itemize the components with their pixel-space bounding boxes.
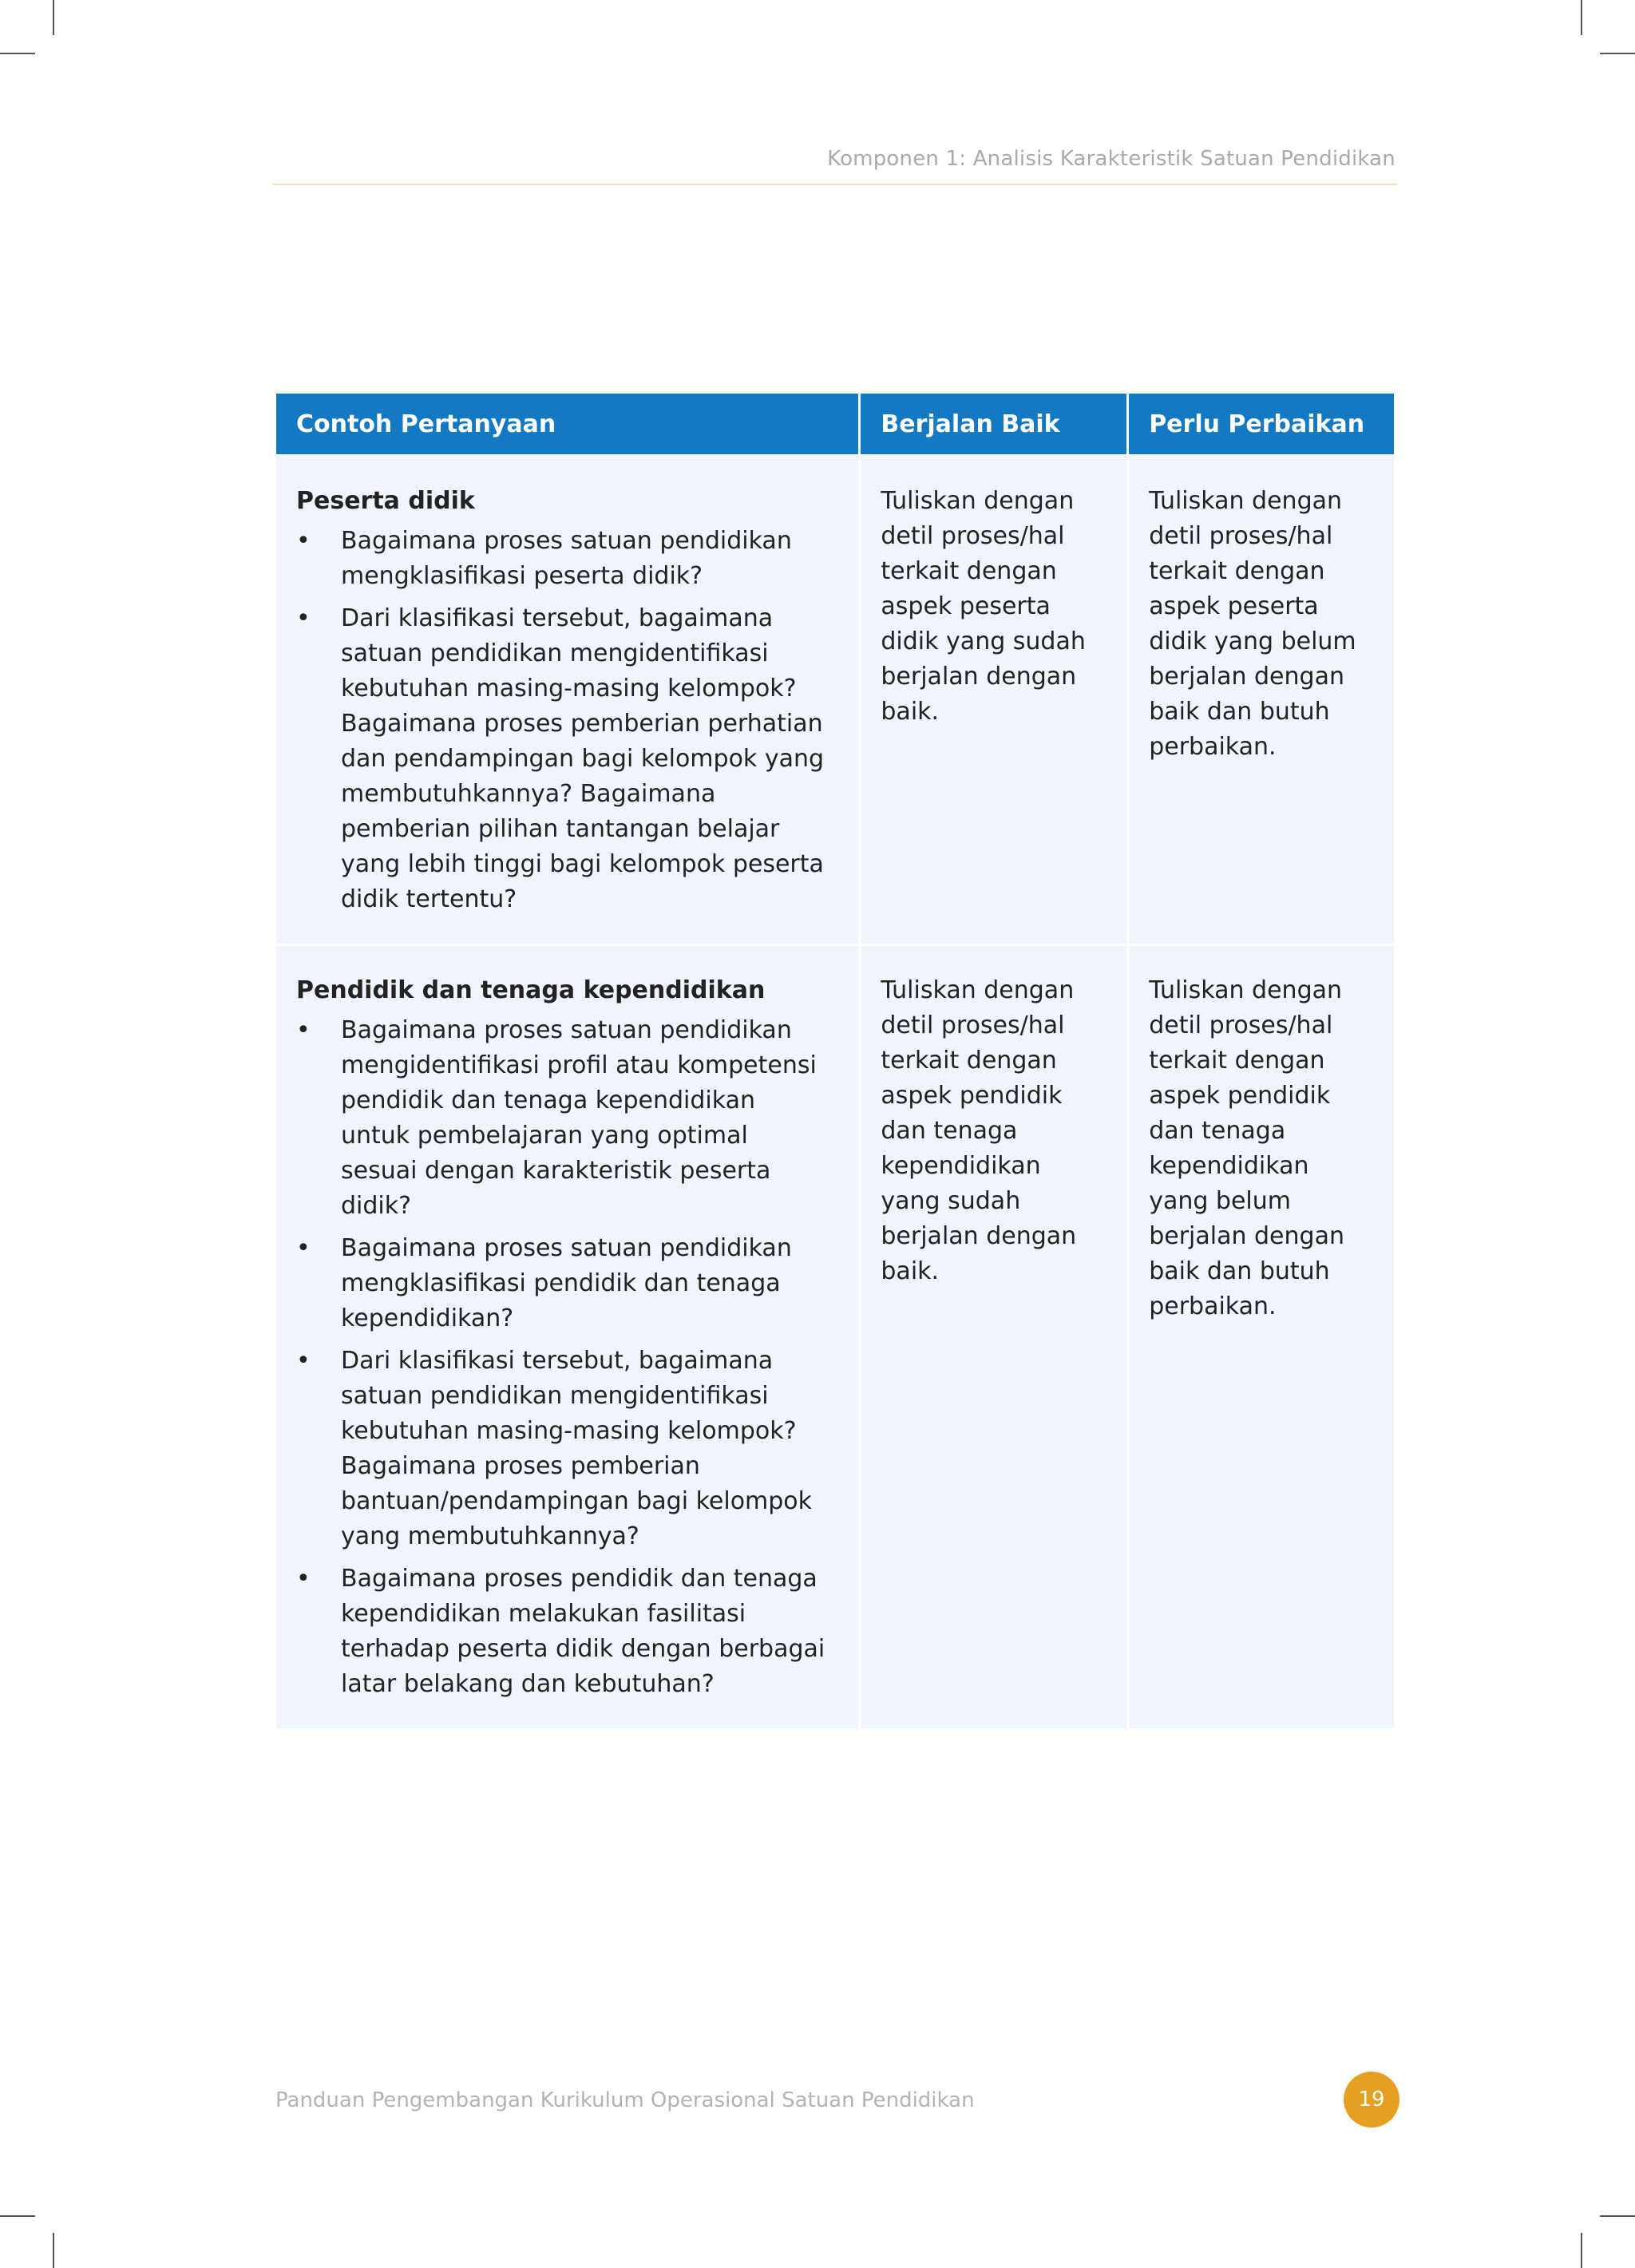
question-item: • Bagaimana proses pendidik dan tenaga kependidikan melakukan fasilitasi terhadap peserta didik dengan berbagai latar belakang dan kebutuhan? xyxy=(296,1561,826,1702)
bullet-icon: • xyxy=(296,604,311,632)
table-header-row xyxy=(276,394,1394,454)
question-item: • Bagaimana proses satuan pendidikan mengklasifikasi pendidik dan tenaga kependidikan? xyxy=(296,1231,826,1336)
crop-mark xyxy=(1581,2233,1582,2268)
crop-mark xyxy=(1600,53,1635,54)
question-list xyxy=(296,1013,826,1702)
question-item: • Dari klasifikasi tersebut, bagaimana satuan pendidikan mengidentifikasi kebutuhan masing-masing kelompok? Bagaimana proses pemberian bantuan/pendampingan bagi kelompok yang membutuhkannya? xyxy=(296,1344,826,1554)
running-header: Komponen 1: Analisis Karakteristik Satuan Pendidikan xyxy=(827,147,1395,171)
question-item: • Bagaimana proses satuan pendidikan mengidentifikasi profil atau kompetensi pendidik dan tenaga kependidikan untuk pembelajaran yang optimal sesuai dengan karakteristik peserta didik? xyxy=(296,1013,826,1224)
crop-mark xyxy=(0,53,35,54)
page-number-badge: 19 xyxy=(1344,2072,1399,2127)
bullet-icon: • xyxy=(296,1347,311,1375)
column-header-going-well: Berjalan Baik xyxy=(861,394,1126,454)
going-well-cell: Tuliskan dengan detil proses/hal terkait dengan aspek pendidik dan tenaga kependidikan yang sudah berjalan dengan baik. xyxy=(861,946,1126,1728)
table-row xyxy=(276,457,1394,944)
header-rule xyxy=(273,184,1397,185)
question-list xyxy=(296,524,826,917)
question-item: • Bagaimana proses satuan pendidikan mengklasifikasi peserta didik? xyxy=(296,524,826,594)
crop-mark xyxy=(53,0,54,35)
crop-mark xyxy=(1581,0,1582,35)
column-header-questions: Contoh Pertanyaan xyxy=(276,394,858,454)
bullet-icon: • xyxy=(296,1565,311,1593)
table-row xyxy=(276,946,1394,1728)
bullet-icon: • xyxy=(296,1016,311,1044)
questions-cell xyxy=(276,946,858,1728)
question-item: • Dari klasifikasi tersebut, bagaimana satuan pendidikan mengidentifikasi kebutuhan masing-masing kelompok? Bagaimana proses pemberian perhatian dan pendampingan bagi kelompok yang membutuhkannya? Bagaimana pemberian pilihan tantangan belajar yang lebih tinggi bagi kelompok peserta didik tertentu? xyxy=(296,601,826,917)
going-well-cell: Tuliskan dengan detil proses/hal terkait dengan aspek peserta didik yang sudah berjalan dengan baik. xyxy=(861,457,1126,944)
section-title: Peserta didik xyxy=(296,487,475,515)
footer-book-title: Panduan Pengembangan Kurikulum Operasional Satuan Pendidikan xyxy=(275,2088,975,2112)
evaluation-table xyxy=(274,391,1396,1731)
crop-mark xyxy=(53,2233,54,2268)
needs-improvement-cell: Tuliskan dengan detil proses/hal terkait dengan aspek pendidik dan tenaga kependidikan yang belum berjalan dengan baik dan butuh perbaikan. xyxy=(1129,946,1394,1728)
bullet-icon: • xyxy=(296,527,311,555)
column-header-needs-improvement: Perlu Perbaikan xyxy=(1129,394,1394,454)
bullet-icon: • xyxy=(296,1234,311,1262)
needs-improvement-cell: Tuliskan dengan detil proses/hal terkait dengan aspek peserta didik yang belum berjalan dengan baik dan butuh perbaikan. xyxy=(1129,457,1394,944)
crop-mark xyxy=(1600,2215,1635,2217)
crop-mark xyxy=(0,2215,35,2217)
section-title: Pendidik dan tenaga kependidikan xyxy=(296,976,766,1004)
questions-cell xyxy=(276,457,858,944)
